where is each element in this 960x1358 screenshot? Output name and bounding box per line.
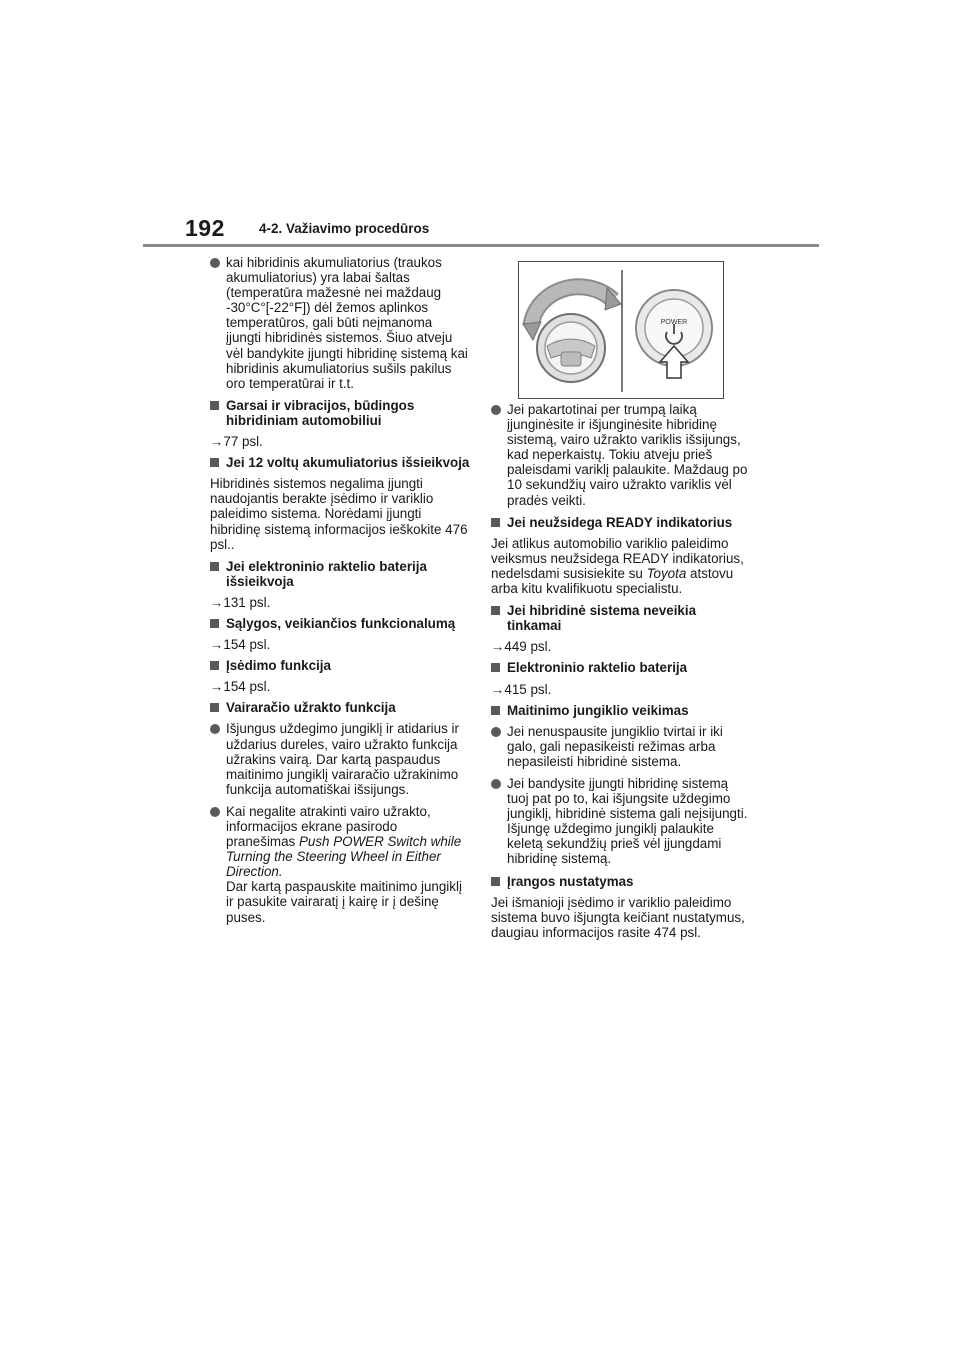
bullet-press-firmly: Jei nenuspausite jungiklio tvirtai ir iki galo, gali nepasikeisti režimas arba nepasileisti hibridinė sistema.	[491, 724, 751, 769]
heading-key-battery: Elektroninio raktelio baterija	[491, 660, 751, 675]
bullet-steering-motor: Jei pakartotinai per trumpą laiką įjunginėsite ir išjunginėsite hibridinę sistemą, vairo užrakto variklis išsijungs, kad neperkaistų. Tokiu atveju prieš paleisdami variklį palaukite. Maždaug po 10 sekundžių vairo užrakto variklis vėl pradės veikti.	[491, 402, 751, 508]
power-button-icon	[636, 290, 712, 378]
page-header	[183, 213, 819, 247]
heading-12v-battery: Jei 12 voltų akumuliatorius išsieikvoja	[210, 455, 470, 470]
header-divider	[143, 244, 819, 247]
page-reference: →154 psl.	[210, 679, 271, 695]
power-label: POWER	[660, 319, 688, 326]
steering-wheel-rotate-icon	[523, 287, 621, 382]
steering-power-illustration	[518, 261, 724, 399]
paragraph-text: atstovu arba kitu kvalifikuotu specialistu.	[491, 565, 734, 597]
bullet-restart-wait: Jei bandysite įjungti hibridinę sistemą tuoj pat po to, kai išjungsite uždegimo jungiklį, hibridinė sistema gali neįsijungti. Išjungę uždegimo jungiklį palaukite keletą sekundžių prieš vėl įjungdami hibridinę sistemą.	[491, 776, 751, 867]
page-reference: →154 psl.	[210, 637, 271, 653]
bullet-steering-lock-release	[210, 804, 470, 925]
page-reference: →131 psl.	[210, 594, 271, 610]
left-column	[210, 255, 470, 932]
heading-ready-indicator: Jei neužsidega READY indikatorius	[491, 515, 751, 530]
heading-key-battery: Jei elektroninio raktelio baterija išsieikvoja	[210, 559, 470, 589]
heading-noise-vibration: Garsai ir vibracijos, būdingos hibridiniam automobiliui	[210, 398, 470, 428]
page-number: 192	[185, 215, 225, 241]
paragraph-12v-battery: Hibridinės sistemos negalima įjungti naudojantis berakte įsėdimo ir variklio paleidimo sistema. Norėdami įjungti hibridinę sistemą informacijos ieškokite 476 psl..	[210, 476, 468, 552]
paragraph-customization: Jei išmanioji įsėdimo ir variklio paleidimo sistema buvo išjungta keičiant nustatymus, daugiau informacijos rasite 474 psl.	[491, 894, 745, 940]
heading-steering-lock: Vairaračio užrakto funkcija	[210, 700, 470, 715]
brand-name: Toyota	[646, 565, 687, 581]
heading-power-switch: Maitinimo jungiklio veikimas	[491, 703, 751, 718]
page-reference: →449 psl.	[491, 639, 552, 655]
display-message: Push POWER Switch while Turning the Steering Wheel in Either Direction.	[226, 834, 462, 880]
bullet-text: Dar kartą paspauskite maitinimo jungiklį ir pasukite vairaratį į kairę ir į dešinę puses.	[226, 879, 462, 925]
section-title: 4-2. Važiavimo procedūros	[259, 221, 430, 236]
bullet-steering-lock-engage: Išjungus uždegimo jungiklį ir atidarius ir uždarius dureles, vairo užrakto funkcija užrakins vairą. Dar kartą paspaudus maitinimo jungiklį vairaračio užrakinimo funkcija automatiškai išsijungs.	[210, 721, 470, 796]
paragraph-text: Jei atlikus automobilio variklio paleidimo veiksmus neužsidega READY indikatorius, nedelsdami susisiekite su	[491, 535, 744, 581]
heading-conditions: Sąlygos, veikiančios funkcionalumą	[210, 616, 470, 631]
paragraph-ready-indicator	[491, 536, 751, 596]
heading-customization: Įrangos nustatymas	[491, 874, 751, 889]
right-column	[491, 402, 751, 947]
page-reference: →415 psl.	[491, 681, 552, 697]
heading-entry-function: Įsėdimo funkcija	[210, 658, 470, 673]
bullet-text: Kai negalite atrakinti vairo užrakto, informacijos ekrane pasirodo pranešimas	[226, 803, 431, 850]
page-reference: →77 psl.	[210, 434, 263, 450]
bullet-cold-battery: kai hibridinis akumuliatorius (traukos akumuliatorius) yra labai šaltas (temperatūra mažesnė nei maždaug -30°C°[-22°F]) dėl žemos aplinkos temperatūros, gali būti neįmanoma įjungti hibridinės sistemos. Šiuo atveju vėl bandykite įjungti hibridinę sistemą kai hibridinis akumuliatorius sušils pakilus oro temperatūrai ir t.t.	[210, 255, 470, 391]
heading-hybrid-malfunction: Jei hibridinė sistema neveikia tinkamai	[491, 603, 751, 633]
